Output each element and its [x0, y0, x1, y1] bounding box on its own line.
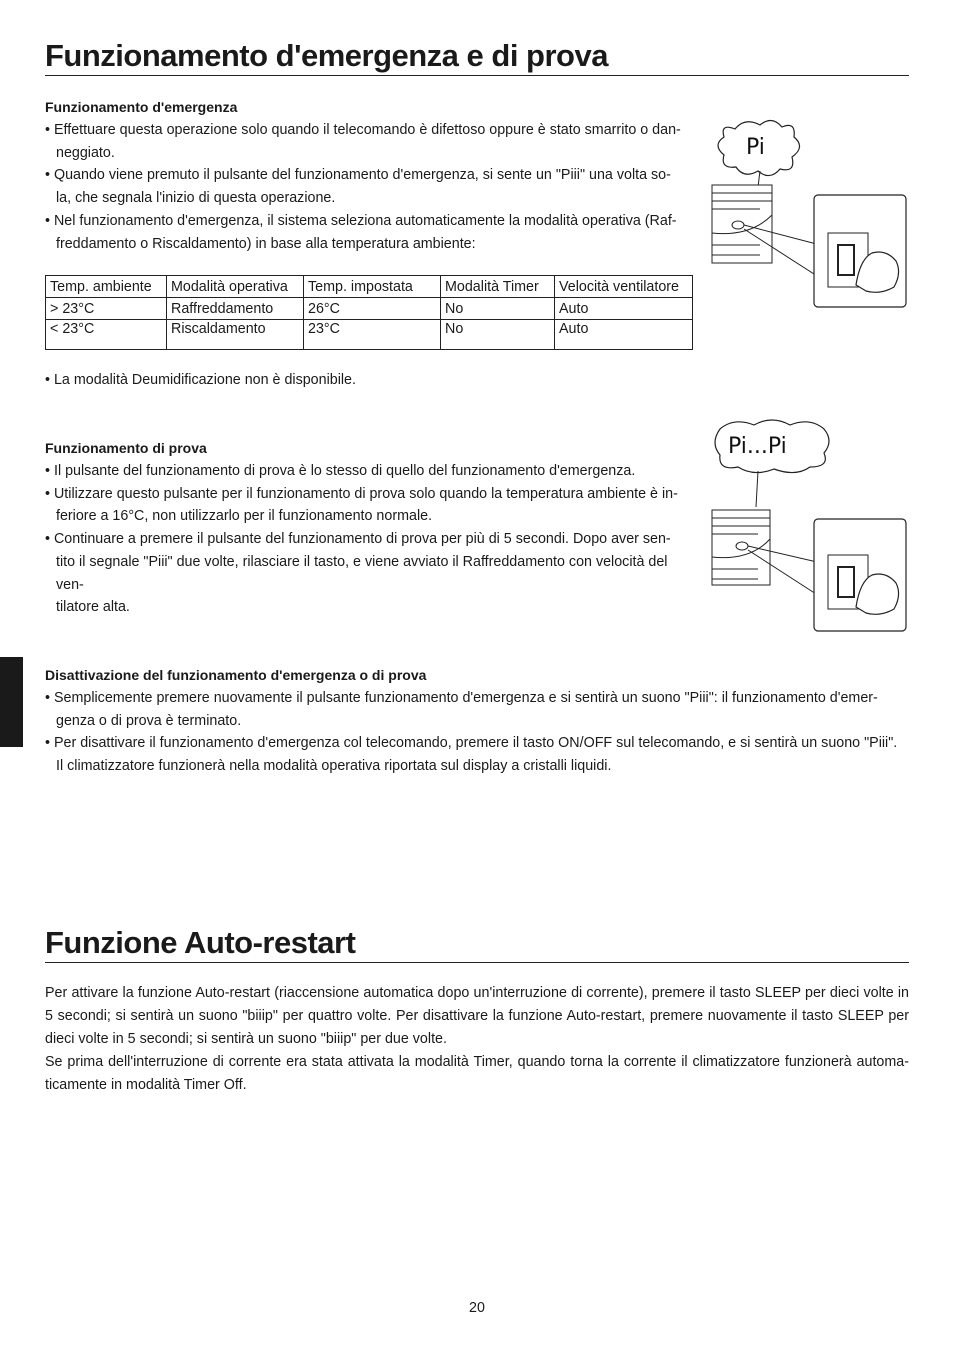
deactivation-line-4: Il climatizzatore funzionerà nella modalità operativa riportata sul display a cristalli liquidi.: [56, 758, 612, 775]
test-heading: Funzionamento di prova: [45, 440, 207, 456]
deactivation-heading: Disattivazione del funzionamento d'emergenza o di prova: [45, 667, 427, 683]
test-line-3: feriore a 16°C, non utilizzarlo per il funzionamento normale.: [56, 508, 433, 525]
title-rule: [45, 75, 909, 76]
test-line-4: • Continuare a premere il pulsante del funzionamento di prova per più di 5 secondi. Dopo aver sen-: [45, 531, 671, 548]
auto-restart-paragraph-2: Se prima dell'interruzione di corrente era stata attivata la modalità Timer, quando torna la corrente il climatizzatore funzionerà automa-ticamente in modalità Timer Off.: [45, 1054, 909, 1093]
table-row: [46, 320, 693, 350]
deactivation-line-3: • Per disattivare il funzionamento d'emergenza col telecomando, premere il tasto ON/OFF sul telecomando, e si sentirà un suono "Piii".: [45, 735, 898, 752]
sound-label: Pi...Pi: [728, 434, 787, 459]
table-cell: Riscaldamento: [167, 320, 304, 350]
page-title: Funzionamento d'emergenza e di prova: [45, 38, 608, 73]
table-header: Temp. impostata: [304, 276, 441, 298]
emergency-line-5: • Nel funzionamento d'emergenza, il sistema seleziona automaticamente la modalità operativa (Raf-: [45, 212, 677, 229]
emergency-line-2: neggiato.: [56, 144, 115, 161]
deactivation-bullets: [45, 687, 913, 778]
emergency-button: [838, 245, 854, 275]
deactivation-line-2: genza o di prova è terminato.: [56, 712, 242, 729]
table-cell: 26°C: [304, 298, 441, 320]
table-cell: No: [441, 298, 555, 320]
emergency-bullets: [45, 119, 691, 255]
title-rule: [45, 962, 909, 963]
test-line-1: • Il pulsante del funzionamento di prova è lo stesso di quello del funzionamento d'emergenza.: [45, 463, 636, 479]
auto-restart-title: Funzione Auto-restart: [45, 925, 356, 960]
table-header: Modalità Timer: [441, 276, 555, 298]
test-bullets: [45, 460, 691, 619]
table-cell: 23°C: [304, 320, 441, 350]
test-line-2: • Utilizzare questo pulsante per il funzionamento di prova solo quando la temperatura ambiente è in-: [45, 485, 678, 502]
emergency-line-4: la, che segnala l'inizio di questa operazione.: [56, 190, 336, 207]
emergency-line-3: • Quando viene premuto il pulsante del funzionamento d'emergenza, si sente un "Piii" una volta so-: [45, 167, 671, 184]
table-header: Modalità operativa: [167, 276, 304, 298]
deactivation-line-1: • Semplicemente premere nuovamente il pulsante funzionamento d'emergenza e si sentirà un suono "Piii": il funzionamento d'emer-: [45, 690, 878, 706]
test-button-illustration: [710, 415, 910, 637]
emergency-line-6: freddamento o Riscaldamento) in base alla temperatura ambiente:: [56, 235, 476, 252]
emergency-table: [45, 275, 693, 350]
table-cell: No: [441, 320, 555, 350]
table-cell: < 23°C: [46, 320, 167, 350]
sound-label: Pi: [746, 135, 765, 160]
test-line-5: tito il segnale "Piii" due volte, rilasciare il tasto, e viene avviato il Raffreddamento con velocità del ven-: [56, 553, 668, 593]
table-header-row: [46, 276, 693, 298]
test-button: [838, 567, 854, 597]
page-number: 20: [469, 1300, 485, 1316]
table-header: Temp. ambiente: [46, 276, 167, 298]
emergency-line-1: • Effettuare questa operazione solo quando il telecomando è difettoso oppure è stato smarrito o dan-: [45, 122, 681, 138]
language-tab-marker: [0, 657, 23, 747]
dehumidify-note: • La modalità Deumidificazione non è disponibile.: [45, 372, 356, 388]
table-row: [46, 298, 693, 320]
emergency-button-illustration: [710, 115, 910, 310]
auto-restart-paragraph-1: Per attivare la funzione Auto-restart (riaccensione automatica dopo un'interruzione di corrente), premere il tasto SLEEP per dieci volte in 5 secondi; si sentirà un suono "biiip" per quattro volte. Per disattivare la funzione Auto-restart, premere nuovamente il tasto SLEEP per dieci volte in 5 secondi; si sentirà un suono "biiip" per due volte.: [45, 985, 909, 1047]
table-header: Velocità ventilatore: [555, 276, 693, 298]
table-cell: Raffreddamento: [167, 298, 304, 320]
emergency-heading: Funzionamento d'emergenza: [45, 99, 238, 115]
test-line-6: tilatore alta.: [56, 599, 130, 616]
table-cell: Auto: [555, 320, 693, 350]
table-cell: Auto: [555, 298, 693, 320]
table-cell: > 23°C: [46, 298, 167, 320]
